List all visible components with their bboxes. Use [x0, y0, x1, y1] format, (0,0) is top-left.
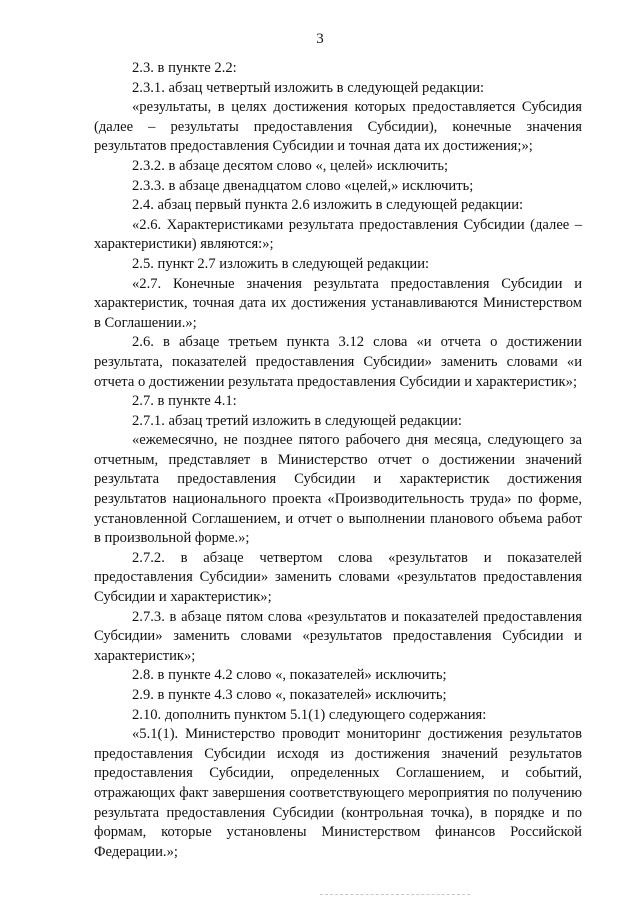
paragraph-2-7-1: 2.7.1. абзац третий изложить в следующей редакции:: [132, 412, 462, 429]
paragraph-quote-5-1-1: «5.1(1). Министерство проводит мониторинг достижения результатов предоставления Субсидии исходя из достижения значений результатов предоставления Субсидии, определенных Соглашением, и событий, отражающих факт завершения соответствующего мероприятия по получению результата предоставления Субсидии (контрольная точка), в порядке и по формам, которые установлены Министерством финансов Российской Федерации.»;: [94, 726, 582, 860]
paragraph-2-7-3: 2.7.3. в абзаце пятом слова «результатов и показателей предоставления Субсидии» заменить словами «результатов предоставления Субсидии и характеристик»;: [94, 608, 582, 664]
paragraph-2-8: 2.8. в пункте 4.2 слово «, показателей» исключить;: [132, 667, 447, 684]
paragraph-2-3-2: 2.3.2. в абзаце десятом слово «, целей» исключить;: [132, 157, 449, 174]
paragraph-2-5: 2.5. пункт 2.7 изложить в следующей редакции:: [132, 255, 430, 272]
paragraph-2-9: 2.9. в пункте 4.3 слово «, показателей» исключить;: [132, 687, 447, 703]
paragraph-quote-2-7: «2.7. Конечные значения результата предоставления Субсидии и характеристик, точная дата их достижения устанавливаются Министерством в Соглашении.»;: [94, 275, 582, 331]
paragraph-2-3-1: 2.3.1. абзац четвертый изложить в следующей редакции:: [132, 79, 485, 96]
paragraph-quote-2-6: «2.6. Характеристиками результата предоставления Субсидии (далее – характеристики) являются:»;: [94, 216, 582, 253]
paragraph-2-7: 2.7. в пункте 4.1:: [132, 393, 237, 410]
page-number: 3: [316, 31, 324, 47]
paragraph-2-4: 2.4. абзац первый пункта 2.6 изложить в следующей редакции:: [132, 197, 524, 214]
paragraph-quote-monthly: «ежемесячно, не позднее пятого рабочего дня месяца, следующего за отчетным, представляет в Министерство отчет о достижении значений результата предоставления Субсидии и характеристик достижения результатов национального проекта «Производительность труда» по форме, установленной Соглашением, и отчет о выполнении планового объема работ в произвольной форме.»;: [94, 432, 582, 547]
paragraph-2-7-2: 2.7.2. в абзаце четвертом слова «результатов и показателей предоставления Субсидии» заменить словами «результатов предоставления Субсидии и характеристик»;: [94, 549, 582, 606]
scan-artifact-line: [320, 894, 470, 898]
paragraph-2-3-3: 2.3.3. в абзаце двенадцатом слово «целей,» исключить;: [132, 177, 474, 194]
document-body: [94, 59, 582, 862]
paragraph-quote-results: «результаты, в целях достижения которых предоставляется Субсидия (далее – результаты предоставления Субсидии), конечные значения результатов предоставления Субсидии и точная дата их достижения;»;: [94, 99, 582, 155]
paragraph-2-10: 2.10. дополнить пунктом 5.1(1) следующего содержания:: [132, 706, 487, 723]
paragraph-2-6: 2.6. в абзаце третьем пункта 3.12 слова «и отчета о достижении результата, показателей предоставления Субсидии» заменить словами «и отчета о достижении результата предоставления Субсидии и характеристик»;: [94, 334, 582, 390]
paragraph-2-3: 2.3. в пункте 2.2:: [132, 60, 237, 76]
